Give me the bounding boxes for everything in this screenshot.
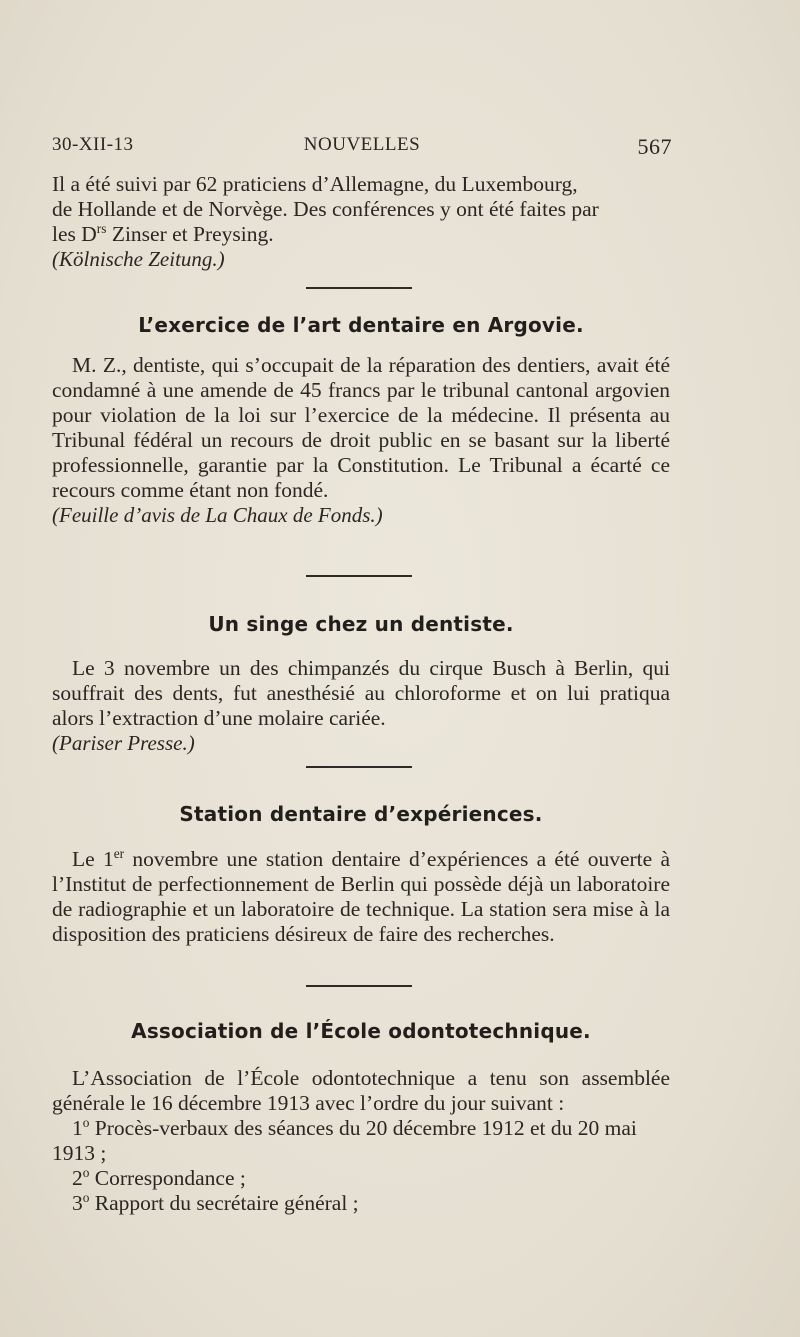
- article-title: Un singe chez un dentiste.: [208, 612, 514, 636]
- article-station: [52, 847, 670, 947]
- article-association: [52, 1066, 670, 1216]
- agenda-item: 2$^o$ Correspondance ;: [72, 1164, 246, 1190]
- article-continued: [52, 172, 670, 272]
- issue-date: 30-XII-13: [52, 134, 134, 155]
- section-divider: [306, 287, 412, 289]
- section-title: NOUVELLES: [303, 134, 421, 155]
- page-number: 567: [637, 134, 672, 159]
- section-divider: [306, 575, 412, 577]
- article-title: L’exercice de l’art dentaire en Argovie.: [138, 313, 584, 337]
- agenda-item: 3$^o$ Rapport du secrétaire général ;: [72, 1189, 359, 1215]
- article-argovie: [52, 353, 670, 528]
- agenda-item: 1$^o$ Procès-verbaux des séances du 20 décembre 1912 et du 20 mai 1913 ;: [52, 1114, 637, 1165]
- source-citation: (Feuille d’avis de La Chaux de Fonds.): [52, 503, 383, 527]
- running-head: [52, 134, 672, 160]
- article-chimpanzee: [52, 656, 670, 756]
- source-citation: (Kölnische Zeitung.): [52, 247, 225, 271]
- article-title: Station dentaire d’expériences.: [179, 802, 543, 826]
- article-title: Association de l’École odontotechnique.: [131, 1019, 591, 1043]
- body-line: de Hollande et de Norvège. Des conférences y ont été faites par: [52, 197, 599, 221]
- body-line: Il a été suivi par 62 praticiens d’Allemagne, du Luxembourg,: [52, 172, 578, 196]
- source-citation: (Pariser Presse.): [52, 731, 195, 755]
- article-intro: L’Association de l’École odontotechnique a tenu son assemblée générale le 16 décembre 1913 avec l’ordre du jour suivant :: [52, 1066, 670, 1115]
- article-body: Le 1er novembre une station dentaire d’expériences a été ouverte à l’Institut de perfectionnement de Berlin qui possède déjà un laboratoire de radiographie et un laboratoire de technique. La station sera mise à la disposition des praticiens désireux de faire des recherches.: [52, 845, 671, 946]
- body-line: les $D^{rs}$ Zinser et Preysing.: [52, 220, 274, 246]
- section-divider: [306, 985, 412, 987]
- article-body: Le 3 novembre un des chimpanzés du cirque Busch à Berlin, qui souffrait des dents, fut anesthésié au chloroforme et on lui pratiqua alors l’extraction d’une molaire cariée.: [52, 656, 670, 730]
- article-body: M. Z., dentiste, qui s’occupait de la réparation des dentiers, avait été condamné à une amende de 45 francs par le tribunal cantonal argovien pour violation de la loi sur l’exercice de la médecine. Il présenta au Tribunal fédéral un recours de droit public en se basant sur la liberté professionnelle, garantie par la Constitution. Le Tribunal a écarté ce recours comme étant non fondé.: [52, 353, 670, 502]
- section-divider: [306, 766, 412, 768]
